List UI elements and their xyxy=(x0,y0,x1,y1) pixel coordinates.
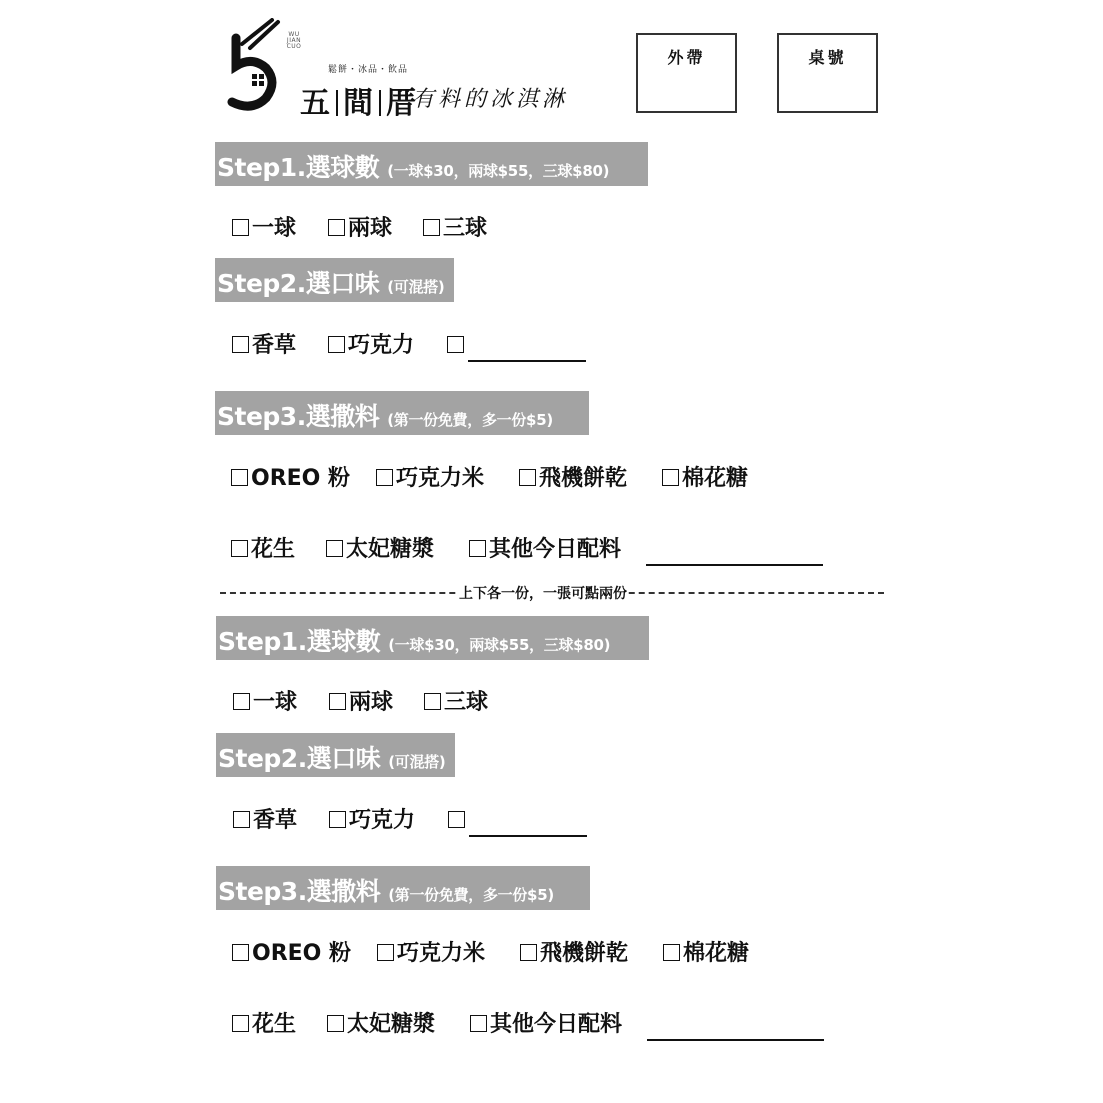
other-flavor-blank[interactable] xyxy=(468,360,586,362)
topping-oreo[interactable]: OREO 粉 xyxy=(232,942,351,966)
option-other-flavor[interactable] xyxy=(447,334,467,358)
checkbox[interactable] xyxy=(377,944,394,961)
option-chocolate[interactable]: 巧克力 xyxy=(328,334,414,358)
checkbox[interactable] xyxy=(328,336,345,353)
step3-title: Step3.選撒料 xyxy=(217,402,380,431)
step1-title: Step1.選球數 xyxy=(218,627,381,656)
checkbox[interactable] xyxy=(447,336,464,353)
option-three-scoops[interactable]: 三球 xyxy=(423,217,487,241)
topping-other-today[interactable]: 其他今日配料 xyxy=(470,1013,622,1037)
step2-note: (可混搭) xyxy=(388,753,446,771)
checkbox[interactable] xyxy=(376,469,393,486)
brand-slogan: 有料的冰淇淋 xyxy=(412,87,569,112)
brand-tiny-text: WU JIAN CUO xyxy=(286,31,302,50)
step1-note: (一球$30，兩球$55，三球$80) xyxy=(388,636,611,654)
option-one-scoop[interactable]: 一球 xyxy=(232,217,296,241)
step1-note: (一球$30，兩球$55，三球$80) xyxy=(387,162,610,180)
checkbox[interactable] xyxy=(232,336,249,353)
checkbox[interactable] xyxy=(326,540,343,557)
step2-header xyxy=(216,733,455,777)
takeout-box[interactable] xyxy=(636,33,737,113)
brand-name: 五 間 厝 xyxy=(300,86,417,121)
checkbox[interactable] xyxy=(329,811,346,828)
brand-five-logo xyxy=(222,18,284,112)
table-number-box[interactable] xyxy=(777,33,878,113)
table-number-label: 桌號 xyxy=(808,48,847,67)
option-vanilla[interactable]: 香草 xyxy=(233,809,297,833)
takeout-label: 外帶 xyxy=(667,48,706,67)
topping-other-today[interactable]: 其他今日配料 xyxy=(469,538,621,562)
other-flavor-blank[interactable] xyxy=(469,835,587,837)
checkbox[interactable] xyxy=(520,944,537,961)
checkbox[interactable] xyxy=(423,219,440,236)
checkbox[interactable] xyxy=(469,540,486,557)
topping-peanut[interactable]: 花生 xyxy=(232,1013,296,1037)
checkbox[interactable] xyxy=(329,693,346,710)
topping-toffee-syrup[interactable]: 太妃糖漿 xyxy=(326,538,434,562)
topping-airplane-biscuit[interactable]: 飛機餅乾 xyxy=(520,942,628,966)
step1-header xyxy=(216,616,649,660)
checkbox[interactable] xyxy=(232,944,249,961)
checkbox[interactable] xyxy=(232,1015,249,1032)
step1-title: Step1.選球數 xyxy=(217,153,380,182)
topping-choco-sprinkles[interactable]: 巧克力米 xyxy=(377,942,485,966)
topping-toffee-syrup[interactable]: 太妃糖漿 xyxy=(327,1013,435,1037)
topping-oreo[interactable]: OREO 粉 xyxy=(231,467,350,491)
option-one-scoop[interactable]: 一球 xyxy=(233,691,297,715)
option-vanilla[interactable]: 香草 xyxy=(232,334,296,358)
checkbox[interactable] xyxy=(663,944,680,961)
step3-header xyxy=(216,866,590,910)
step2-title: Step2.選口味 xyxy=(217,269,380,298)
option-three-scoops[interactable]: 三球 xyxy=(424,691,488,715)
checkbox[interactable] xyxy=(231,540,248,557)
topping-marshmallow[interactable]: 棉花糖 xyxy=(662,467,748,491)
checkbox[interactable] xyxy=(328,219,345,236)
checkbox[interactable] xyxy=(519,469,536,486)
checkbox[interactable] xyxy=(327,1015,344,1032)
other-topping-blank[interactable] xyxy=(647,1039,824,1041)
checkbox[interactable] xyxy=(232,219,249,236)
topping-marshmallow[interactable]: 棉花糖 xyxy=(663,942,749,966)
checkbox[interactable] xyxy=(470,1015,487,1032)
checkbox[interactable] xyxy=(233,811,250,828)
topping-peanut[interactable]: 花生 xyxy=(231,538,295,562)
topping-airplane-biscuit[interactable]: 飛機餅乾 xyxy=(519,467,627,491)
checkbox[interactable] xyxy=(662,469,679,486)
option-two-scoops[interactable]: 兩球 xyxy=(328,217,392,241)
step3-header xyxy=(215,391,589,435)
option-two-scoops[interactable]: 兩球 xyxy=(329,691,393,715)
step1-header xyxy=(215,142,648,186)
option-chocolate[interactable]: 巧克力 xyxy=(329,809,415,833)
step3-note: (第一份免費，多一份$5) xyxy=(388,886,554,904)
checkbox[interactable] xyxy=(448,811,465,828)
step2-header xyxy=(215,258,454,302)
step3-note: (第一份免費，多一份$5) xyxy=(387,411,553,429)
step2-note: (可混搭) xyxy=(387,278,445,296)
checkbox[interactable] xyxy=(231,469,248,486)
other-topping-blank[interactable] xyxy=(646,564,823,566)
option-other-flavor[interactable] xyxy=(448,809,468,833)
divider-note: 上下各一份，一張可點兩份 xyxy=(458,583,628,603)
step2-title: Step2.選口味 xyxy=(218,744,381,773)
topping-choco-sprinkles[interactable]: 巧克力米 xyxy=(376,467,484,491)
step3-title: Step3.選撒料 xyxy=(218,877,381,906)
checkbox[interactable] xyxy=(424,693,441,710)
checkbox[interactable] xyxy=(233,693,250,710)
brand-tagline: 鬆餅・冰品・飲品 xyxy=(328,65,409,75)
